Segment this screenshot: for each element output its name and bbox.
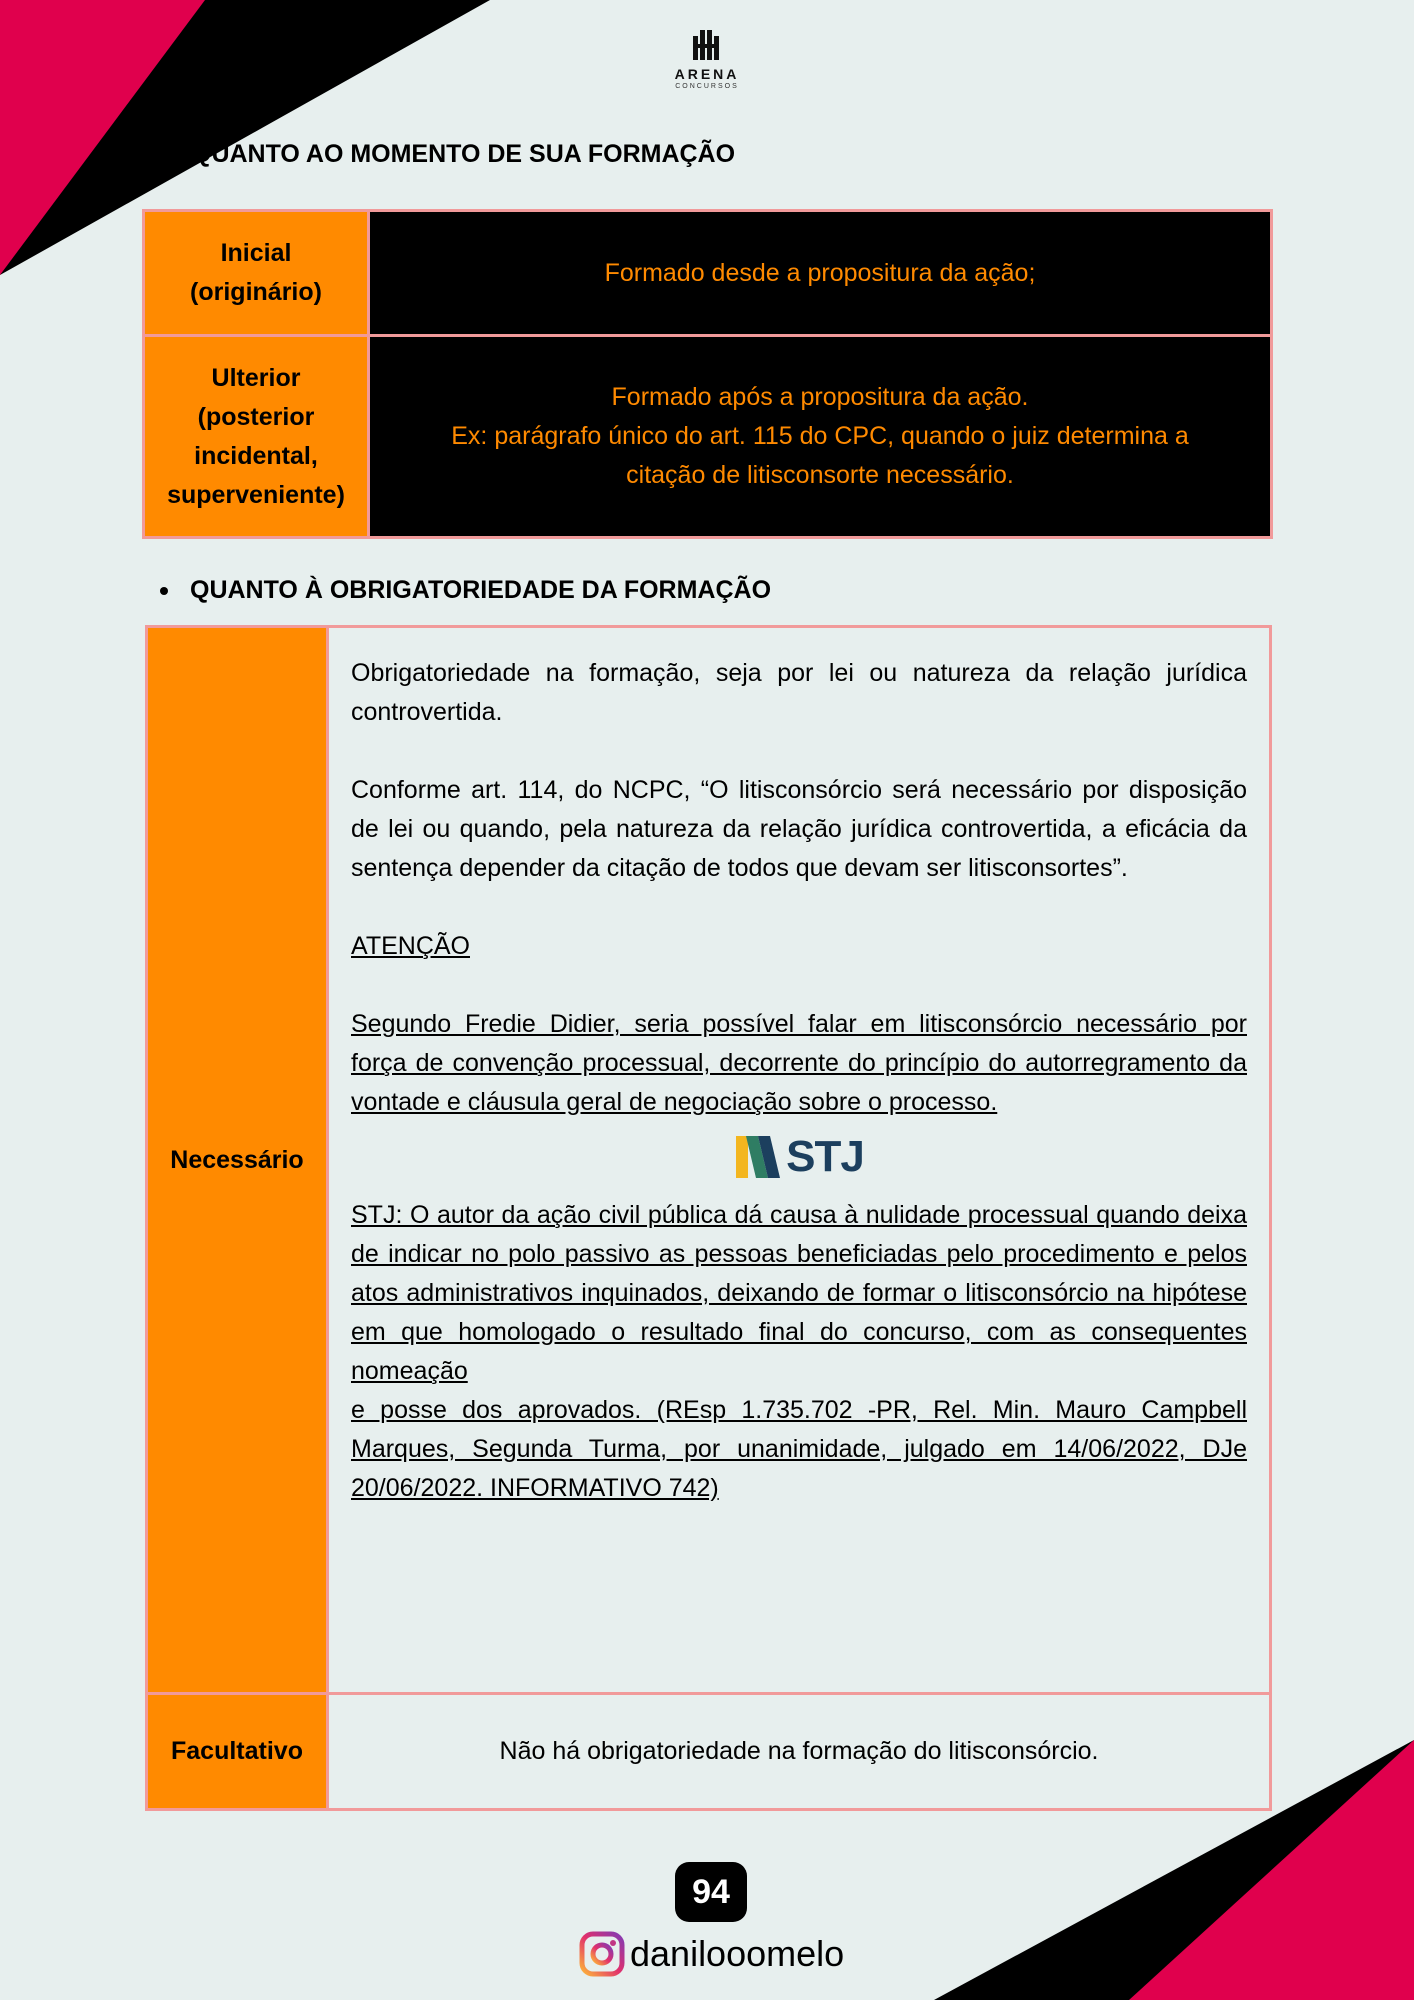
row-content-ulterior — [370, 337, 1270, 536]
content-line: Formado desde a propositura da ação; — [604, 258, 1036, 287]
row-content-inicial — [370, 212, 1270, 334]
table-row — [145, 212, 1270, 334]
label-line: (originário) — [190, 278, 322, 306]
stj-emblem-icon — [734, 1134, 782, 1180]
row-label-ulterior — [145, 337, 370, 536]
content-line: Formado após a propositura da ação. — [611, 383, 1029, 411]
row-content-necessario — [329, 628, 1269, 1692]
section-title: QUANTO À OBRIGATORIEDADE DA FORMAÇÃO — [190, 576, 772, 604]
row-label-inicial — [145, 212, 370, 334]
page-number: 94 — [675, 1862, 747, 1922]
section-title: QUANTO AO MOMENTO DE SUA FORMAÇÃO — [192, 140, 736, 168]
attention-label: ATENÇÃO — [351, 932, 470, 960]
row-label-necessario: Necessário — [148, 628, 329, 1692]
label-line: superveniente) — [167, 480, 345, 509]
paragraph-didier: Segundo Fredie Didier, seria possível falar em litisconsórcio necessário por força de convenção processual, decorrente do princípio do autorregramento da vontade e cláusula geral de negociação sobre o processo. — [351, 1010, 1247, 1116]
stj-logo-text: STJ — [786, 1132, 864, 1181]
label-line: incidental, — [194, 441, 318, 470]
content-line: Ex: parágrafo único do art. 115 do CPC, quando o juiz determina a — [451, 422, 1189, 450]
table-row — [148, 628, 1269, 1692]
bullet-icon — [162, 151, 170, 159]
facultativo-text: Não há obrigatoriedade na formação do litisconsórcio. — [499, 1737, 1099, 1765]
paragraph-article-114: Conforme art. 114, do NCPC, “O litisconsórcio será necessário por disposição de lei ou quando, pela natureza da relação jurídica controvertida, a eficácia da sentença depender da citação de todos que devam ser litisconsortes”. — [351, 776, 1247, 882]
logo-name: ARENA — [674, 66, 740, 82]
formation-moment-table — [142, 209, 1273, 539]
table-row — [148, 1692, 1269, 1808]
arena-logo-icon — [689, 28, 725, 64]
paragraph-stj-citation: e posse dos aprovados. (REsp 1.735.702 -PR, Rel. Min. Mauro Campbell Marques, Segunda Turma, por unanimidade, julgado em 14/06/2022, DJe 20/06/2022. INFORMATIVO 742) — [351, 1396, 1247, 1502]
bullet-icon — [160, 587, 168, 595]
content-line: citação de litisconsorte necessário. — [626, 461, 1014, 489]
arena-logo — [657, 28, 757, 98]
instagram-handle-link[interactable] — [578, 1928, 844, 1980]
label-line: (posterior — [197, 402, 315, 431]
label-line: Inicial — [220, 239, 292, 267]
section-heading-formation-moment — [162, 140, 735, 169]
paragraph-definition: Obrigatoriedade na formação, seja por lei ou natureza da relação jurídica controvertida. — [351, 659, 1247, 726]
logo-subtitle: CONCURSOS — [675, 83, 739, 90]
row-content-facultativo — [329, 1695, 1269, 1808]
stj-logo — [351, 1134, 1247, 1180]
section-heading-mandatory-formation — [160, 576, 771, 605]
paragraph-stj-ruling: STJ: O autor da ação civil pública dá causa à nulidade processual quando deixa de indicar no polo passivo as pessoas beneficiadas pelo procedimento e pelos atos administrativos inquinados, deixando de formar o litisconsórcio na hipótese em que homologado o resultado final do concurso, com as consequentes nomeação — [351, 1201, 1247, 1385]
instagram-handle: danilooomelo — [630, 1933, 845, 1974]
label-line: Ulterior — [211, 363, 301, 392]
mandatory-formation-table — [145, 625, 1272, 1811]
row-label-facultativo: Facultativo — [148, 1695, 329, 1808]
table-row — [145, 334, 1270, 536]
instagram-icon — [578, 1930, 626, 1978]
